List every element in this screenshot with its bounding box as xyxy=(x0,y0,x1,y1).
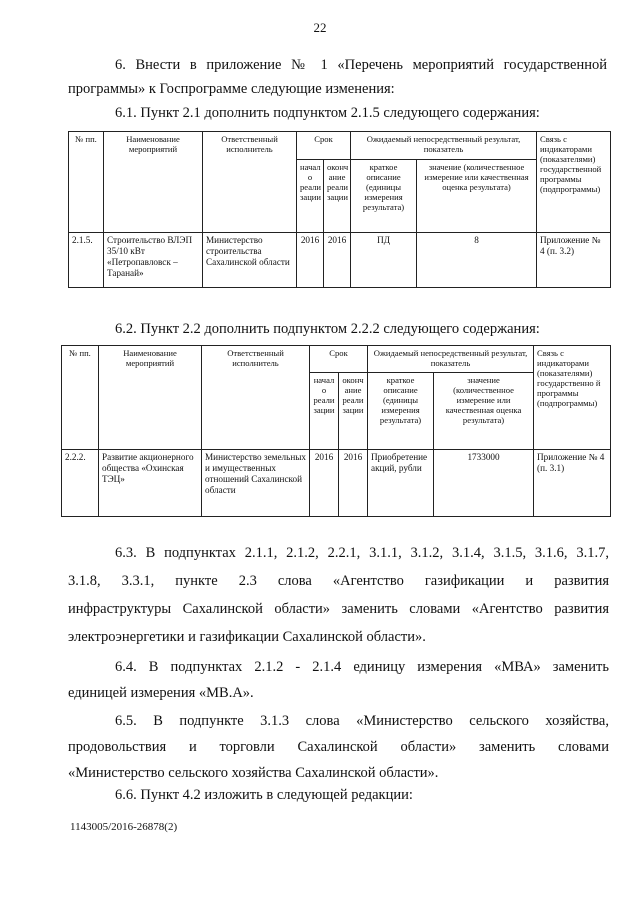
header-start: начал о реали зации xyxy=(297,160,324,233)
header-value: значение (количественное измерение или качественная оценка результата) xyxy=(434,373,534,450)
header-num: № пп. xyxy=(69,132,104,233)
header-link: Связь с индикаторами (показателями) государственно й программы (подпрограммы) xyxy=(534,346,611,450)
header-value: значение (количественное измерение или качественная оценка результата) xyxy=(417,160,537,233)
paragraph-6-line-2: программы» к Госпрограмме следующие изменения: xyxy=(68,81,395,97)
row-num: 2.1.5. xyxy=(69,233,104,288)
paragraph-6-3-line-4: электроэнергетики и газификации Сахалинской области». xyxy=(68,629,426,645)
row-end: 2016 xyxy=(324,233,351,288)
header-end: оконч ание реали зации xyxy=(324,160,351,233)
row-value: 8 xyxy=(417,233,537,288)
row-short-description: Приобретение акций, рубли xyxy=(368,450,434,517)
header-name: Наименование мероприятий xyxy=(99,346,202,450)
table-row xyxy=(69,233,611,288)
paragraph-6-line-1: 6. Внести в приложение № 1 «Перечень мероприятий государственной xyxy=(115,57,607,73)
paragraph-6-5-line-2: продовольствия и торговли Сахалинской области» заменить словами xyxy=(68,739,609,755)
header-start: начал о реали зации xyxy=(310,373,339,450)
header-end: оконч ание реали зации xyxy=(339,373,368,450)
header-name: Наименование мероприятий xyxy=(104,132,203,233)
paragraph-6-3-line-1: 6.3. В подпунктах 2.1.1, 2.1.2, 2.2.1, 3.1.1, 3.1.2, 3.1.4, 3.1.5, 3.1.6, 3.1.7, xyxy=(115,545,609,561)
header-responsible: Ответственный исполнитель xyxy=(202,346,310,450)
header-responsible: Ответственный исполнитель xyxy=(203,132,297,233)
header-term: Срок xyxy=(310,346,368,373)
paragraph-6-4-line-2: единицей измерения «МВ.А». xyxy=(68,685,254,701)
row-end: 2016 xyxy=(339,450,368,517)
measures-table-2 xyxy=(61,345,611,517)
header-link: Связь с индикаторами (показателями) государственной программы (подпрограммы) xyxy=(537,132,611,233)
header-term: Срок xyxy=(297,132,351,160)
row-name: Строительство ВЛЭП 35/10 кВт «Петропавловск – Таранай» xyxy=(104,233,203,288)
paragraph-6-5-line-3: «Министерство сельского хозяйства Сахалинской области». xyxy=(68,765,439,781)
paragraph-6-3-line-3: инфраструктуры Сахалинской области» заменить словами «Агентство развития xyxy=(68,601,609,617)
row-responsible: Министерство строительства Сахалинской области xyxy=(203,233,297,288)
row-link: Приложение № 4 (п. 3.2) xyxy=(537,233,611,288)
row-start: 2016 xyxy=(310,450,339,517)
paragraph-6-6: 6.6. Пункт 4.2 изложить в следующей редакции: xyxy=(115,787,413,803)
row-responsible: Министерство земельных и имущественных отношений Сахалинской области xyxy=(202,450,310,517)
row-link: Приложение № 4 (п. 3.1) xyxy=(534,450,611,517)
paragraph-6-4-line-1: 6.4. В подпунктах 2.1.2 - 2.1.4 единицу измерения «МВА» заменить xyxy=(115,659,609,675)
paragraph-6-2: 6.2. Пункт 2.2 дополнить подпунктом 2.2.2 следующего содержания: xyxy=(115,321,540,337)
header-short-description: краткое описание (единицы измерения результата) xyxy=(351,160,417,233)
page-number: 22 xyxy=(313,20,327,35)
header-result: Ожидаемый непосредственный результат, показатель xyxy=(368,346,534,373)
document-code: 1143005/2016-26878(2) xyxy=(70,821,178,833)
row-name: Развитие акционерного общества «Охинская ТЭЦ» xyxy=(99,450,202,517)
measures-table-1 xyxy=(68,131,611,288)
row-value: 1733000 xyxy=(434,450,534,517)
header-result: Ожидаемый непосредственный результат, показатель xyxy=(351,132,537,160)
row-short-description: ПД xyxy=(351,233,417,288)
row-num: 2.2.2. xyxy=(62,450,99,517)
header-num: № пп. xyxy=(62,346,99,450)
table-row xyxy=(62,450,611,517)
paragraph-6-1: 6.1. Пункт 2.1 дополнить подпунктом 2.1.5 следующего содержания: xyxy=(115,105,540,121)
paragraph-6-3-line-2: 3.1.8, 3.3.1, пункте 2.3 слова «Агентство газификации и развития xyxy=(68,573,609,589)
paragraph-6-5-line-1: 6.5. В подпункте 3.1.3 слова «Министерство сельского хозяйства, xyxy=(115,713,609,729)
header-short-description: краткое описание (единицы измерения результата) xyxy=(368,373,434,450)
row-start: 2016 xyxy=(297,233,324,288)
